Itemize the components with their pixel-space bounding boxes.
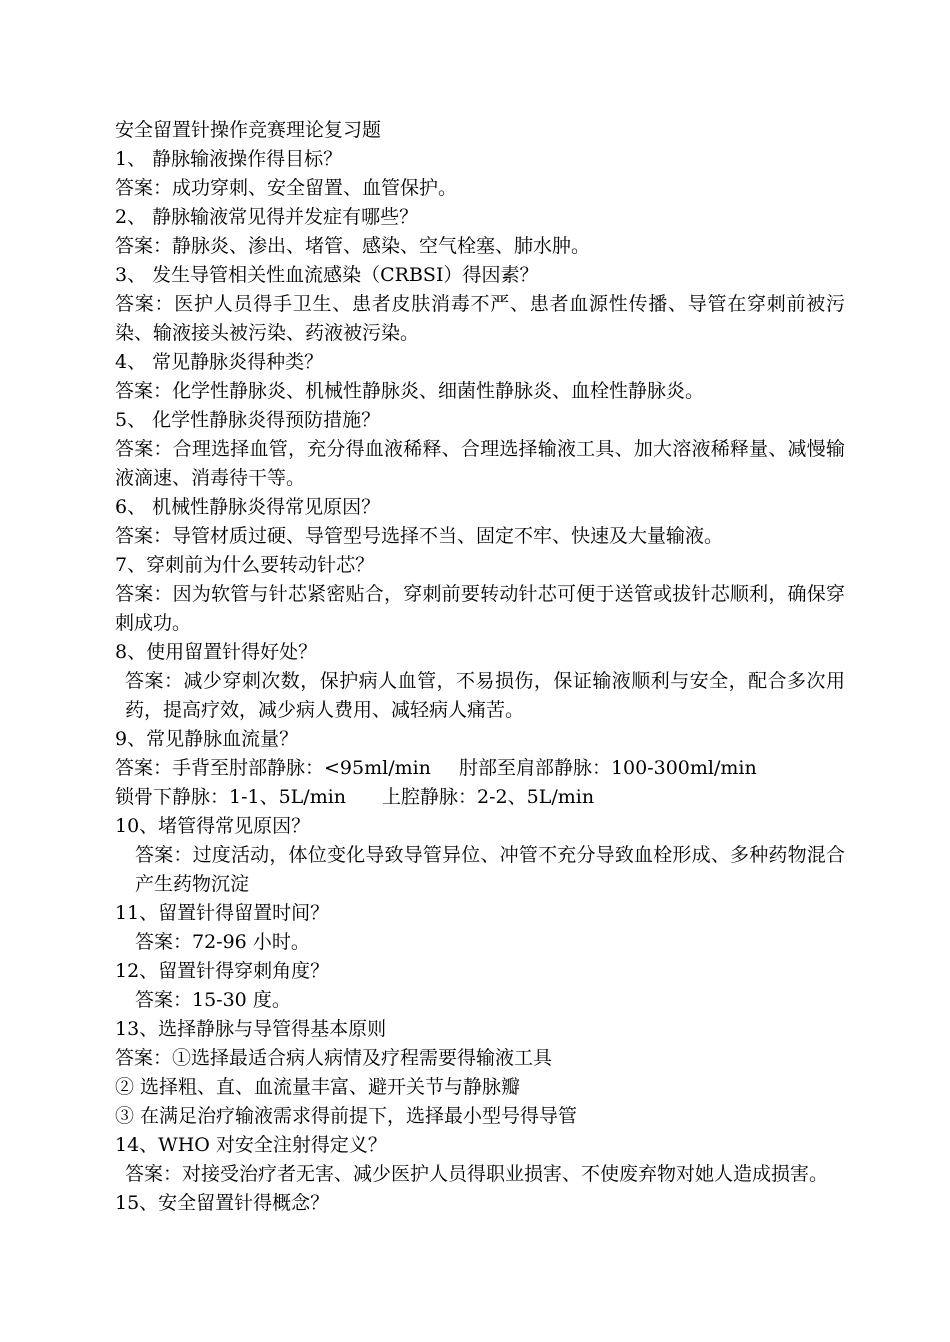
answer-6: 答案：导管材质过硬、导管型号选择不当、固定不牢、快速及大量输液。	[115, 525, 724, 547]
question-3: 3、 发生导管相关性血流感染（CRBSI）得因素？	[115, 264, 539, 286]
question-8: 8、使用留置针得好处？	[115, 641, 318, 663]
answer-11: 答案：72-96 小时。	[135, 931, 310, 953]
answer-9-subclavian: 锁骨下静脉：1-1、5L/min	[115, 786, 347, 808]
answer-3: 答案：医护人员得手卫生、患者皮肤消毒不严、患者血源性传播、导管在穿刺前被污染、输液接头被污染、药液被污染。	[115, 293, 845, 344]
answer-9-superior-vena-cava: 上腔静脉：2-2、5L/min	[382, 786, 595, 808]
answer-13-line-1: 答案：①选择最适合病人病情及疗程需要得输液工具	[115, 1047, 553, 1069]
answer-14: 答案：对接受治疗者无害、减少医护人员得职业损害、不使废弃物对她人造成损害。	[125, 1163, 829, 1185]
answer-13-line-2: ② 选择粗、直、血流量丰富、避开关节与静脉瓣	[115, 1076, 521, 1098]
question-9: 9、常见静脉血流量？	[115, 728, 299, 750]
answer-12: 答案：15-30 度。	[135, 989, 291, 1011]
question-2: 2、 静脉输液常见得并发症有哪些？	[115, 206, 419, 228]
document-body	[115, 116, 845, 1218]
answer-2: 答案：静脉炎、渗出、堵管、感染、空气栓塞、肺水肿。	[115, 235, 591, 257]
question-14: 14、WHO 对安全注射得定义？	[115, 1134, 387, 1156]
answer-13-line-3: ③ 在满足治疗输液需求得前提下，选择最小型号得导管	[115, 1105, 578, 1127]
question-10: 10、堵管得常见原因？	[115, 815, 311, 837]
question-7: 7、穿刺前为什么要转动针芯？	[115, 554, 375, 576]
question-4: 4、 常见静脉炎得种类？	[115, 351, 324, 373]
question-5: 5、 化学性静脉炎得预防措施？	[115, 409, 381, 431]
answer-1: 答案：成功穿刺、安全留置、血管保护。	[115, 177, 458, 199]
answer-9-line-1	[115, 754, 845, 783]
question-1: 1、 静脉输液操作得目标？	[115, 148, 343, 170]
question-12: 12、留置针得穿刺角度？	[115, 960, 330, 982]
question-6: 6、 机械性静脉炎得常见原因？	[115, 496, 381, 518]
document-title: 安全留置针操作竞赛理论复习题	[115, 119, 382, 141]
answer-10: 答案：过度活动，体位变化导致导管异位、冲管不充分导致血栓形成、多种药物混合产生药物沉淀	[135, 844, 845, 895]
answer-4: 答案：化学性静脉炎、机械性静脉炎、细菌性静脉炎、血栓性静脉炎。	[115, 380, 705, 402]
answer-9-hand-elbow: 答案：手背至肘部静脉：<95ml/min	[115, 757, 431, 779]
question-11: 11、留置针得留置时间？	[115, 902, 330, 924]
answer-9-elbow-shoulder: 肘部至肩部静脉：100-300ml/min	[458, 757, 757, 779]
question-13: 13、选择静脉与导管得基本原则	[115, 1018, 387, 1040]
answer-8: 答案：减少穿刺次数，保护病人血管，不易损伤，保证输液顺利与安全，配合多次用药，提高疗效，减少病人费用、减轻病人痛苦。	[125, 670, 845, 721]
answer-7: 答案：因为软管与针芯紧密贴合，穿刺前要转动针芯可便于送管或拔针芯顺利，确保穿刺成功。	[115, 583, 845, 634]
answer-5: 答案：合理选择血管，充分得血液稀释、合理选择输液工具、加大溶液稀释量、减慢输液滴速、消毒待干等。	[115, 438, 845, 489]
answer-9-line-2	[115, 783, 845, 812]
question-15: 15、安全留置针得概念？	[115, 1192, 330, 1214]
